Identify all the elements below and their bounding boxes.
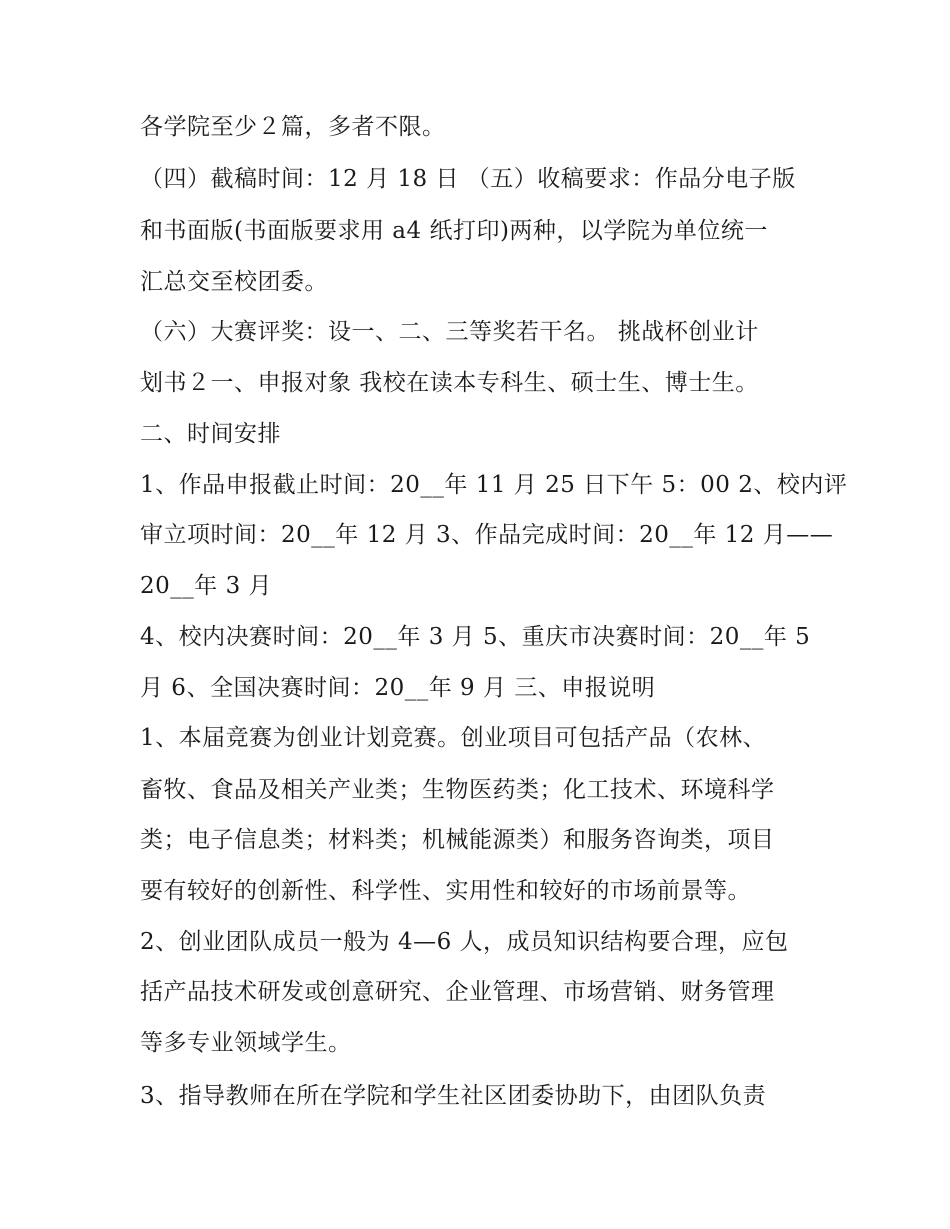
text-line: 括产品技术研发或创意研究、企业管理、市场营销、财务管理 xyxy=(140,979,775,1005)
text-line: 划书２一、申报对象 我校在读本专科生、硕士生、博士生。 xyxy=(140,370,759,396)
text-line: 2、创业团队成员一般为 4—6 人，成员知识结构要合理，应包 xyxy=(140,929,789,955)
text-line: 审立项时间：20__年 12 月 3、作品完成时间：20__年 12 月—— xyxy=(140,522,834,548)
text-line: 畜牧、食品及相关产业类；生物医药类；化工技术、环境科学 xyxy=(140,777,775,803)
text-line: （四）截稿时间：12 月 18 日 （五）收稿要求：作品分电子版 xyxy=(140,166,796,192)
text-line: 汇总交至校团委。 xyxy=(140,269,328,295)
text-line: 各学院至少２篇，多者不限。 xyxy=(140,114,446,140)
text-line: 等多专业领域学生。 xyxy=(140,1030,352,1056)
text-line: 1、本届竞赛为创业计划竞赛。创业项目可包括产品（农林、 xyxy=(140,725,767,751)
text-line: 3、指导教师在所在学院和学生社区团委协助下，由团队负责 xyxy=(140,1083,767,1109)
text-line: 4、校内决赛时间：20__年 3 月 5、重庆市决赛时间：20__年 5 xyxy=(140,624,811,650)
text-line: 20__年 3 月 xyxy=(140,573,273,599)
text-line: 和书面版(书面版要求用 a4 纸打印)两种，以学院为单位统一 xyxy=(140,218,768,244)
text-line: 月 6、全国决赛时间：20__年 9 月 三、申报说明 xyxy=(140,675,656,701)
text-line: （六）大赛评奖：设一、二、三等奖若干名。 挑战杯创业计 xyxy=(140,319,759,345)
text-line: 1、作品申报截止时间：20__年 11 月 25 日下午 5：00 2、校内评 xyxy=(140,472,848,498)
section-heading: 二、时间安排 xyxy=(140,421,281,447)
text-line: 类；电子信息类；材料类；机械能源类）和服务咨询类，项目 xyxy=(140,827,775,853)
text-line: 要有较好的创新性、科学性、实用性和较好的市场前景等。 xyxy=(140,878,751,904)
